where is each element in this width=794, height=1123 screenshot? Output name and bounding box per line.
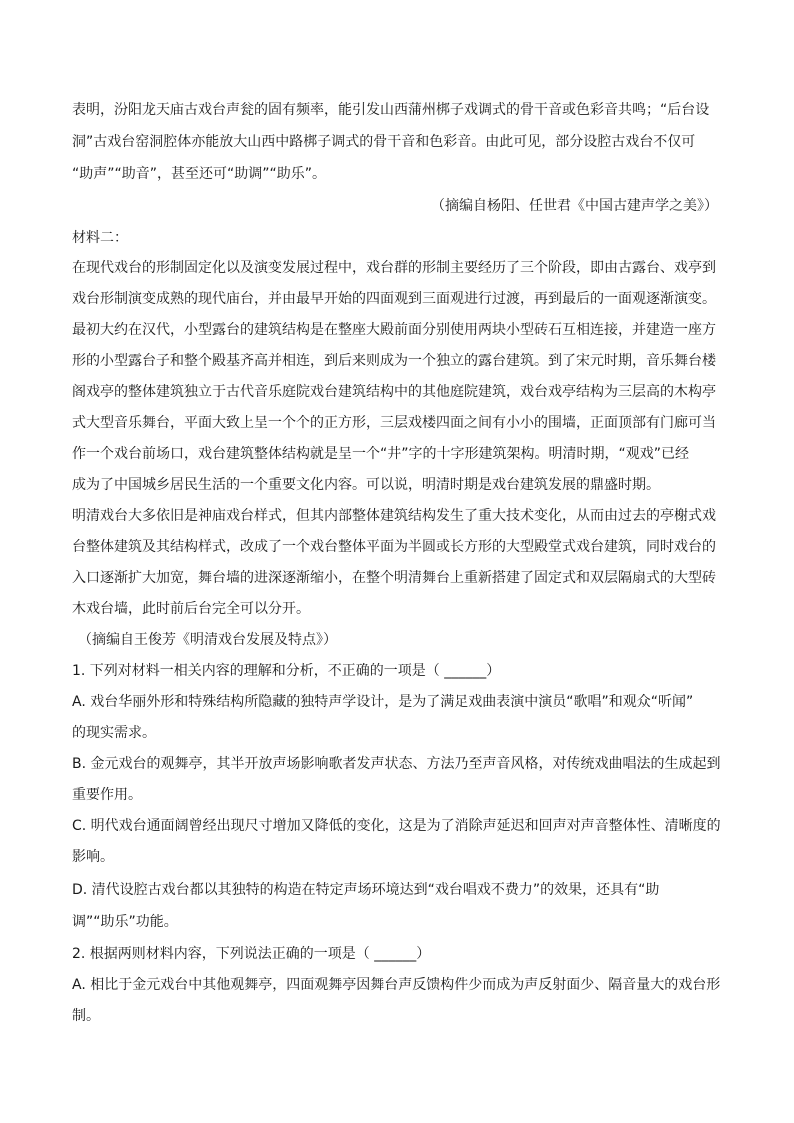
question-1-option-d-line-1: D. 清代设腔古戏台都以其独特的构造在特定声场环境达到“戏台唱戏不费力”的效果，还具有“助 <box>72 882 660 898</box>
question-1-option-b-line-1: B. 金元戏台的观舞亭，其半开放声场影响歌者发声状态、方法乃至声音风格，对传统戏曲唱法的生成起到 <box>72 756 721 772</box>
material1-line-1: 表明，汾阳龙天庙古戏台声瓮的固有频率，能引发山西蒲州梆子戏调式的骨干音或色彩音共鸣；“后台设 <box>72 102 710 118</box>
material1-line-2: 洞”古戏台窑洞腔体亦能放大山西中路梆子调式的骨干音和色彩音。由此可见，部分设腔古戏台不仅可 <box>72 134 696 150</box>
material2-source: （摘编自王俊芳《明清戏台发展及特点》） <box>78 632 337 648</box>
material2-line-2: 戏台形制演变成熟的现代庙台，并由最早开始的四面观到三面观进行过渡，再到最后的一面观逐渐演变。 <box>72 291 716 307</box>
material2-line-4: 形的小型露台子和整个殿基齐高并相连，到后来则成为一个独立的露台建筑。到了宋元时期，音乐舞台楼 <box>72 353 716 369</box>
material2-line-12: 木戏台墙，此时前后台完全可以分开。 <box>72 601 310 617</box>
material2-line-6: 式大型音乐舞台，平面大致上呈一个个的正方形，三层戏楼四面之间有小小的围墙，正面顶部有门廊可当 <box>72 415 716 431</box>
material2-line-10: 台整体建筑及其结构样式，改成了一个戏台整体平面为半圆或长方形的大型殿堂式戏台建筑，同时戏台的 <box>72 539 716 555</box>
material1-line-3: “助声”“助音”，甚至还可“助调”“助乐”。 <box>72 166 327 182</box>
question-1-option-d-line-2: 调”“助乐”功能。 <box>72 914 178 930</box>
material2-line-7: 作一个戏台前场口，戏台建筑整体结构就是呈一个“井”字的十字形建筑架构。明清时期，“观戏”已经 <box>72 446 690 462</box>
material2-line-11: 入口逐渐扩大加宽，舞台墙的进深逐渐缩小，在整个明清舞台上重新搭建了固定式和双层隔扇式的大型砖 <box>72 570 716 586</box>
material2-heading: 材料二： <box>72 230 128 246</box>
question-2-stem: 2. 根据两则材料内容，下列说法正确的一项是（ ______） <box>72 946 431 962</box>
question-1-option-a-line-2: 的现实需求。 <box>72 725 156 741</box>
material2-line-5: 阁戏亭的整体建筑独立于古代音乐庭院戏台建筑结构中的其他庭院建筑，戏台戏亭结构为三层高的木构亭 <box>72 384 716 400</box>
question-2-option-a-line-1: A. 相比于金元戏台中其他观舞亭，四面观舞亭因舞台声反馈构件少而成为声反射面少、隔音量大的戏台形 <box>72 977 721 993</box>
material2-line-8: 成为了中国城乡居民生活的一个重要文化内容。可以说，明清时期是戏台建筑发展的鼎盛时期。 <box>72 477 660 493</box>
material2-line-9: 明清戏台大多依旧是神庙戏台样式，但其内部整体建筑结构发生了重大技术变化，从而由过去的亭榭式戏 <box>72 508 716 524</box>
question-2-option-a-line-2: 制。 <box>72 1008 100 1024</box>
question-1-stem: 1. 下列对材料一相关内容的理解和分析，不正确的一项是（ ______） <box>72 663 501 679</box>
material2-line-3: 最初大约在汉代，小型露台的建筑结构是在整座大殿前面分别使用两块小型砖石互相连接，并建造一座方 <box>72 322 716 338</box>
question-1-option-c-line-1: C. 明代戏台通面阔曾经出现尺寸增加又降低的变化，这是为了消除声延迟和回声对声音整体性、清晰度的 <box>72 818 721 834</box>
material1-source: （摘编自杨阳、任世君《中国古建声学之美》） <box>431 198 718 214</box>
question-1-option-c-line-2: 影响。 <box>72 849 114 865</box>
question-1-option-b-line-2: 重要作用。 <box>72 787 142 803</box>
material2-line-1: 在现代戏台的形制固定化以及演变发展过程中，戏台群的形制主要经历了三个阶段，即由古露台、戏亭到 <box>72 260 716 276</box>
question-1-option-a-line-1: A. 戏台华丽外形和特殊结构所隐藏的独特声学设计，是为了满足戏曲表演中演员“歌唱”和观众“听闻” <box>72 694 694 710</box>
